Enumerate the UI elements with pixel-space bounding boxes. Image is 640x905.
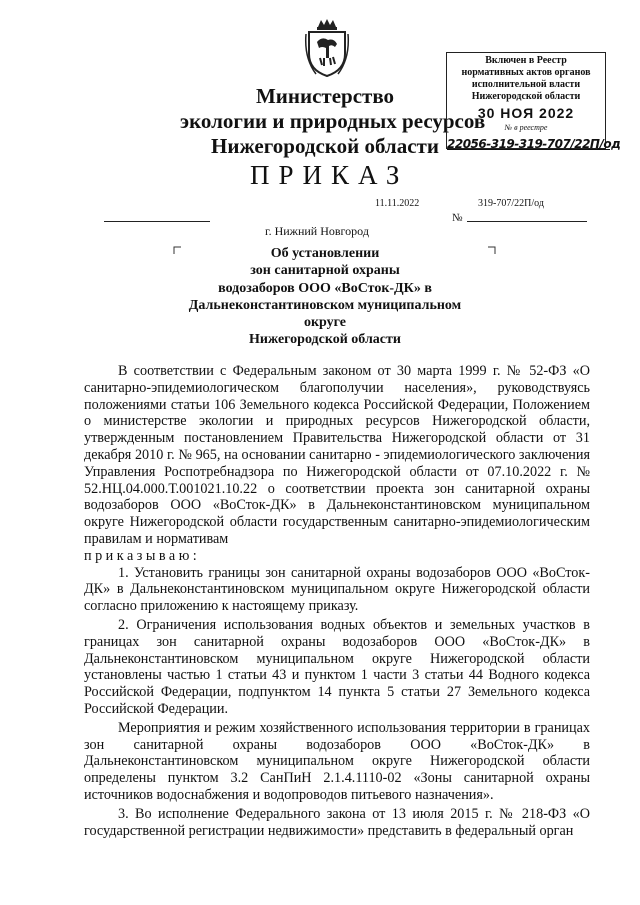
paragraph-4: 3. Во исполнение Федерального закона от 13 июля 2015 г. № 218-ФЗ «О государственной регистрации недвижимости» представить в федеральный орган [84, 805, 590, 839]
subject-line-3: водозаборов ООО «ВоСток-ДК» в [218, 280, 432, 296]
subject-line-6: Нижегородской области [249, 332, 401, 348]
paragraph-1: 1. Установить границы зон санитарной охраны водозаборов ООО «ВоСток-ДК» в Дальнеконстантиновском муниципальном округе Нижегородской области согласно приложению к настоящему приказу. [84, 564, 590, 615]
ministry-line-1: Министерство [255, 84, 395, 108]
stamp-date: 30 НОЯ 2022 [477, 105, 575, 121]
order-number: 319-707/22П/од [478, 198, 544, 209]
ministry-line-3: Нижегородской области [211, 134, 439, 158]
stamp-line-3: исполнительной власти [471, 79, 581, 90]
order-subject [180, 245, 470, 349]
preamble-paragraph: В соответствии с Федеральным законом от 30 марта 1999 г. № 52-ФЗ «О санитарно-эпидемиологическом благополучии населения», руководствуясь положениями статьи 106 Земельного кодекса Российской Федерации, Положением о министерстве экологии и природных ресурсов Нижегородской области, утвержденным постановлением Правительства Нижегородской области от 31 декабря 2010 г. № 965, на основании санитарно - эпидемиологического заключения Управления Роспотребнадзора по Нижегородской области от 07.10.2022 г. № 52.НЦ.04.000.Т.001021.10.22 о соответствии проекта зон санитарной охраны водозаборов ООО «ВоСток-ДК» в Дальнеконстантиновском муниципальном округе Нижегородской области государственным санитарно-эпидемиологическим правилам и нормативам [84, 363, 590, 547]
registry-stamp [446, 52, 621, 151]
stamp-registry-label: № в реестре [504, 123, 548, 132]
ministry-line-2: экологии и природных ресурсов [180, 109, 486, 133]
stamp-registry-number: 22056-319-319-707/22П/од [447, 137, 621, 151]
number-underline [467, 221, 587, 222]
paragraph-3: Мероприятия и режим хозяйственного использования территории в границах зон санитарной охраны водозаборов ООО «ВоСток-ДК» в Дальнеконстантиновском муниципальном округе Нижегородской области определены пунктом 3.2 СанПиН 2.1.4.1110-02 «Зоны санитарной охраны источников водоснабжения и водопроводов питьевого назначения». [84, 719, 590, 803]
order-body [84, 363, 590, 839]
subject-line-2: зон санитарной охраны [250, 263, 400, 279]
subject-line-5: округе [303, 315, 347, 331]
coat-of-arms-emblem [304, 18, 350, 80]
order-date: 11.11.2022 [375, 198, 420, 209]
ministry-name [180, 84, 486, 159]
corner-mark-right [488, 246, 496, 254]
number-sign: № [452, 212, 463, 224]
order-word: приказываю: [84, 547, 201, 564]
date-underline [104, 221, 210, 222]
subject-line-4: Дальнеконстантиновском муниципальном [188, 297, 462, 313]
stamp-line-2: нормативных актов органов [461, 67, 591, 78]
stamp-line-1: Включен в Реестр [485, 55, 567, 66]
paragraph-2: 2. Ограничения использования водных объектов и земельных участков в границах зон санитарной охраны водозаборов ООО «ВоСток-ДК» в Дальнеконстантиновском муниципальном округе Нижегородской области установлены частью 1 статьи 43 и пунктом 1 части 3 статьи 44 Водного кодекса Российской Федерации, подпунктом 14 пункта 5 статьи 27 Земельного кодекса Российской Федерации. [84, 616, 590, 717]
subject-line-1: Об установлении [270, 246, 380, 261]
document-type-title: ПРИКАЗ [250, 160, 409, 190]
stamp-line-4: Нижегородской области [471, 91, 581, 102]
city-name: г. Нижний Новгород [265, 224, 369, 238]
